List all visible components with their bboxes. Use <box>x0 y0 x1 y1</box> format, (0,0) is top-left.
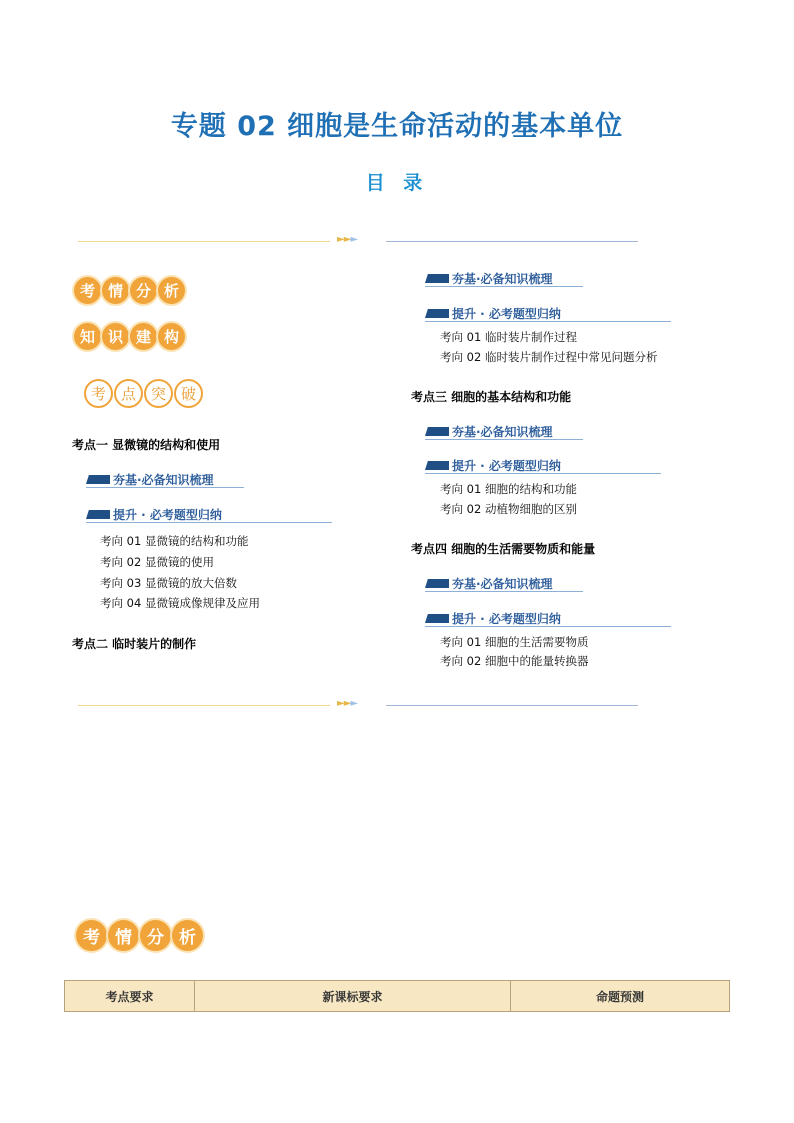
list-item[interactable]: 考向 03 显微镜的放大倍数 <box>100 576 237 590</box>
badge-char: 分 <box>140 920 171 951</box>
list-item[interactable]: 考向 02 动植物细胞的区别 <box>440 502 577 516</box>
list-item[interactable]: 考向 02 显微镜的使用 <box>100 555 214 569</box>
section-improve <box>425 458 671 476</box>
badge-char: 析 <box>158 277 185 304</box>
divider-right <box>386 241 638 242</box>
requirements-table <box>64 980 730 1012</box>
section-base <box>425 271 585 289</box>
section-label: 夯基·必备知识梳理 <box>452 425 553 439</box>
list-item[interactable]: 考向 01 细胞的生活需要物质 <box>440 635 589 649</box>
flag-icon <box>425 461 449 470</box>
badge-kaoqing <box>74 277 185 304</box>
toc-heading: 目 录 <box>365 172 429 194</box>
divider-left <box>78 705 330 706</box>
flag-icon <box>86 475 110 484</box>
flag-icon <box>86 510 110 519</box>
section-label: 夯基·必备知识梳理 <box>452 272 553 286</box>
point-title: 考点三 细胞的基本结构和功能 <box>411 390 572 404</box>
badge-char: 情 <box>102 277 129 304</box>
section-base <box>86 472 246 490</box>
badge-char: 点 <box>114 379 143 408</box>
point-title: 考点二 临时装片的制作 <box>72 637 197 651</box>
flag-icon <box>425 309 449 318</box>
table-header-row <box>65 981 730 1012</box>
section-label: 提升 · 必考题型归纳 <box>113 508 222 522</box>
divider-left <box>78 241 330 242</box>
badge-char: 考 <box>84 379 113 408</box>
point-title: 考点一 显微镜的结构和使用 <box>72 438 221 452</box>
flag-icon <box>425 427 449 436</box>
section-improve <box>425 306 671 324</box>
list-item[interactable]: 考向 01 细胞的结构和功能 <box>440 482 577 496</box>
list-item[interactable]: 考向 01 临时装片制作过程 <box>440 330 577 344</box>
section-label: 夯基·必备知识梳理 <box>452 577 553 591</box>
list-item[interactable]: 考向 02 细胞中的能量转换器 <box>440 654 589 668</box>
flag-icon <box>425 614 449 623</box>
badge-char: 析 <box>172 920 203 951</box>
divider-arrows-icon: ►►► <box>337 698 358 709</box>
divider-right <box>386 705 638 706</box>
badge-kaodian <box>84 379 203 408</box>
badge-char: 构 <box>158 323 185 350</box>
header-cell: 命题预测 <box>511 981 730 1012</box>
badge-char: 考 <box>74 277 101 304</box>
badge-char: 建 <box>130 323 157 350</box>
flag-icon <box>425 579 449 588</box>
page-title: 专题 02 细胞是生命活动的基本单位 <box>170 111 624 142</box>
list-item[interactable]: 考向 02 临时装片制作过程中常见问题分析 <box>440 350 658 364</box>
section-label: 夯基·必备知识梳理 <box>113 473 214 487</box>
badge-char: 知 <box>74 323 101 350</box>
list-item[interactable]: 考向 01 显微镜的结构和功能 <box>100 534 249 548</box>
flag-icon <box>425 274 449 283</box>
section-base <box>425 424 585 442</box>
section-base <box>425 576 585 594</box>
badge-kaoqing-lower <box>76 920 203 951</box>
point-title: 考点四 细胞的生活需要物质和能量 <box>411 542 596 556</box>
badge-char: 破 <box>174 379 203 408</box>
badge-char: 分 <box>130 277 157 304</box>
header-cell: 考点要求 <box>65 981 195 1012</box>
divider-arrows-icon: ►►► <box>337 234 358 245</box>
badge-char: 突 <box>144 379 173 408</box>
badge-char: 情 <box>108 920 139 951</box>
badge-zhishi <box>74 323 185 350</box>
header-cell: 新课标要求 <box>195 981 511 1012</box>
list-item[interactable]: 考向 04 显微镜成像规律及应用 <box>100 596 260 610</box>
section-label: 提升 · 必考题型归纳 <box>452 612 561 626</box>
section-improve <box>86 507 332 525</box>
section-label: 提升 · 必考题型归纳 <box>452 459 561 473</box>
badge-char: 考 <box>76 920 107 951</box>
section-label: 提升 · 必考题型归纳 <box>452 307 561 321</box>
section-improve <box>425 611 671 629</box>
badge-char: 识 <box>102 323 129 350</box>
